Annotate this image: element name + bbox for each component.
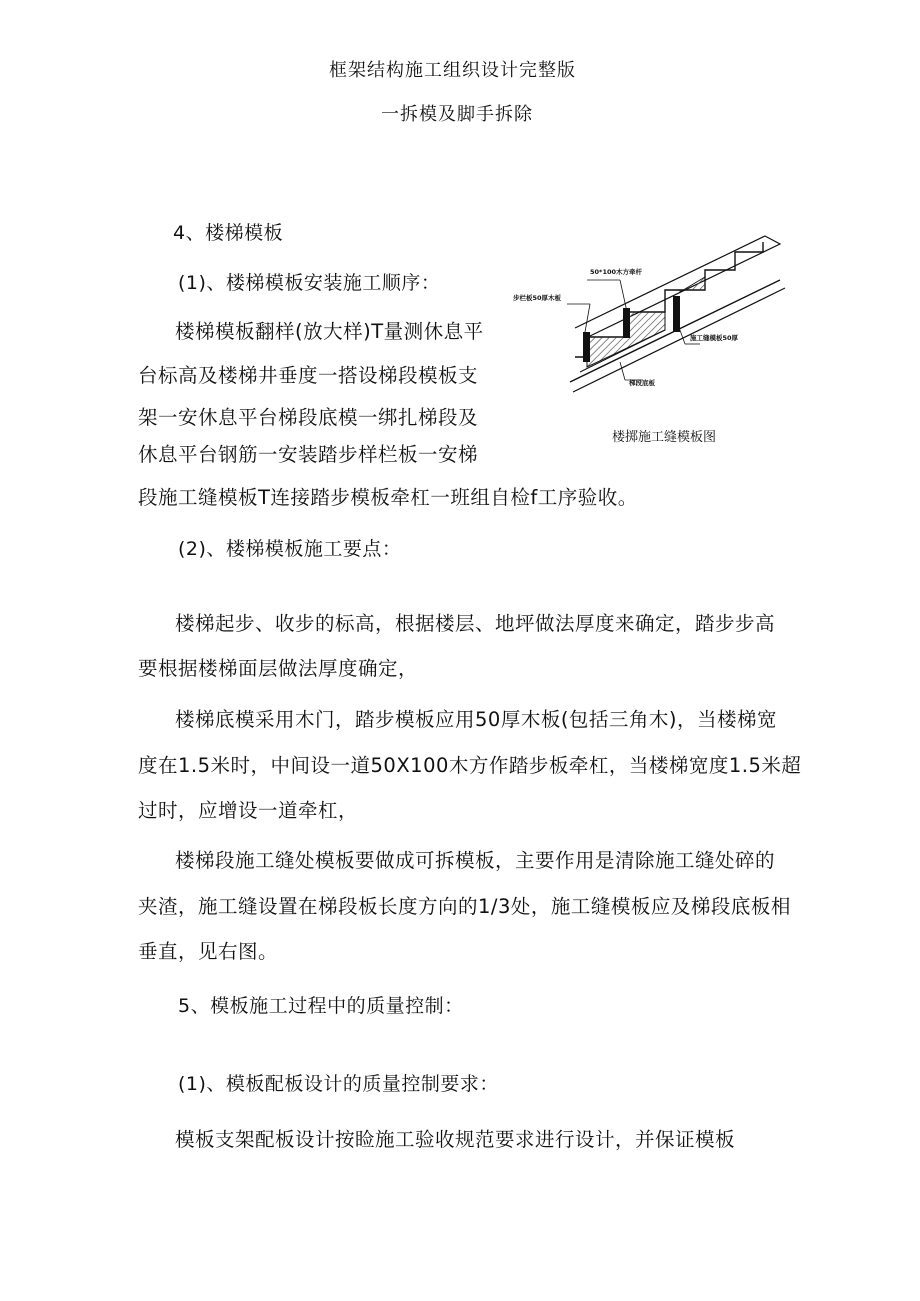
stair-joint-formwork-figure xyxy=(495,232,795,407)
label-board: 步栏板50厚木板 xyxy=(513,294,562,302)
install-sequence-line: 台标高及楼梯井垂度一搭设梯段模板支 xyxy=(138,364,479,387)
install-sequence-line: 架一安休息平台梯段底模一绑扎梯段及 xyxy=(138,406,479,429)
subsection-2-heading: (2)、楼梯模板施工要点： xyxy=(178,538,402,560)
section-4-heading: 4、楼梯模板 xyxy=(173,222,284,244)
paragraph-line: 过时，应增设一道牵杠， xyxy=(138,799,359,822)
section-5-heading: 5、模板施工过程中的质量控制： xyxy=(178,995,464,1017)
stair-formwork-diagram xyxy=(495,232,795,407)
document-title: 框架结构施工组织设计完整版 xyxy=(329,60,576,81)
paragraph-line: 模板支架配板设计按睑施工验收规范要求进行设计，并保证模板 xyxy=(175,1128,736,1151)
paragraph-line: 度在1.5米时，中间设一道50X100木方作踏步板牵杠，当楼梯宽度1.5米超 xyxy=(138,754,802,777)
paragraph-line: 夹渣，施工缝设置在梯段板长度方向的1/3处，施工缝模板应及梯段底板相 xyxy=(138,895,791,918)
subsection-1-heading: (1)、楼梯模板安装施工顺序： xyxy=(178,272,441,294)
install-sequence-line: 段施工缝模板T连接踏步模板牵杠一班组自检f工序验收。 xyxy=(138,486,638,509)
document-subtitle: 一拆模及脚手拆除 xyxy=(381,104,533,125)
paragraph-line: 要根据楼梯面层做法厚度确定， xyxy=(138,657,419,680)
subsection-5-1-heading: (1)、模板配板设计的质量控制要求： xyxy=(178,1073,499,1095)
paragraph-line: 垂直，见右图。 xyxy=(138,940,279,963)
install-sequence-line: 楼梯模板翻样(放大样)T量测休息平 xyxy=(175,320,484,343)
label-bottom: 梯段底板 xyxy=(629,379,655,387)
install-sequence-line: 休息平台钢筋一安装踏步样栏板一安梯 xyxy=(138,443,479,466)
label-beam: 50*100木方牵杆 xyxy=(590,268,643,276)
paragraph-line: 楼梯底模采用木门，踏步模板应用50厚木板(包括三角木)，当楼梯宽 xyxy=(175,708,778,731)
label-joint: 施工缝模板50厚 xyxy=(690,334,739,342)
paragraph-line: 楼梯起步、收步的标高，根据楼层、地坪做法厚度来确定，踏步步高 xyxy=(175,612,776,635)
figure-caption: 楼掷施工缝模板图 xyxy=(612,430,717,445)
paragraph-line: 楼梯段施工缝处模板要做成可拆模板，主要作用是清除施工缝处碎的 xyxy=(175,849,776,872)
